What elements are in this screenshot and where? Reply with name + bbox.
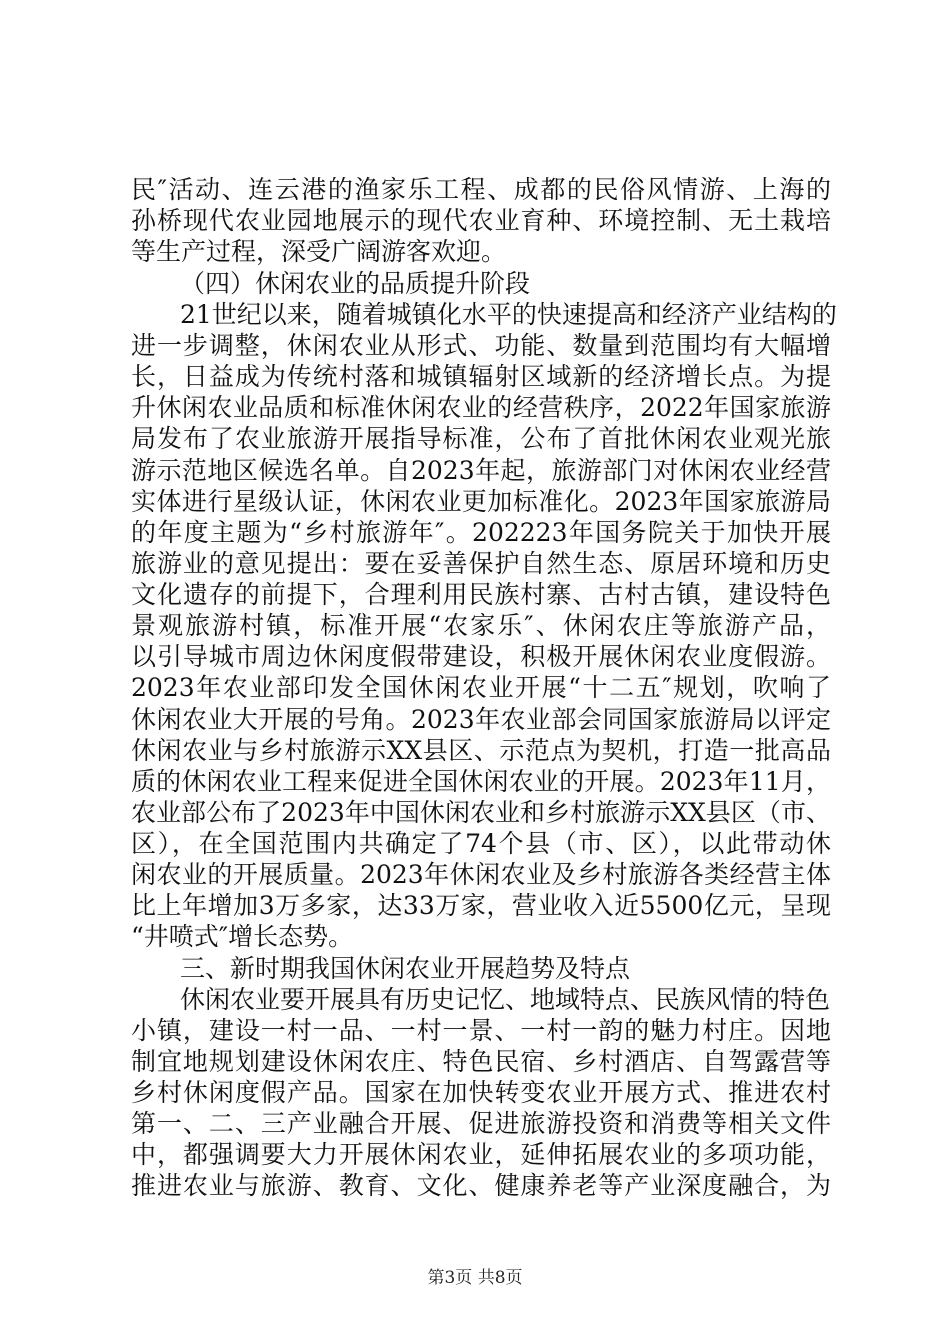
- body-text-line: 的年度主题为“乡村旅游年″。202223年国务院关于加快开展: [131, 518, 831, 547]
- paragraph-first-line: 21世纪以来，随着城镇化水平的快速提高和经济产业结构的: [180, 300, 837, 329]
- body-text-line: 旅游业的意见提出：要在妥善保护自然生态、原居环境和历史: [131, 549, 831, 578]
- body-text-line: 实体进行星级认证，休闲农业更加标准化。2023年国家旅游局: [131, 487, 831, 516]
- paragraph-first-line: 休闲农业要开展具有历史记忆、地域特点、民族风情的特色: [180, 985, 831, 1014]
- body-text-line: 休闲农业大开展的号角。2023年农业部会同国家旅游局以评定: [131, 705, 831, 734]
- page-number-footer: 第3页 共8页: [427, 1268, 523, 1288]
- body-text-line: 升休闲农业品质和标准休闲农业的经营秩序，2022年国家旅游: [131, 393, 831, 422]
- body-text-line: 孙桥现代农业园地展示的现代农业育种、环境控制、无土栽培: [131, 206, 831, 235]
- body-text-line: “井喷式″增长态势。: [131, 922, 354, 951]
- body-text-line: 比上年增加3万多家，达33万家，营业收入近5500亿元，呈现: [131, 891, 831, 920]
- body-text-line: 文化遗存的前提下，合理利用民族村寨、古村古镇，建设特色: [131, 580, 831, 609]
- body-text-line: 第一、二、三产业融合开展、促进旅游投资和消费等相关文件: [131, 1109, 831, 1138]
- body-text-line: 游示范地区候选名单。自2023年起，旅游部门对休闲农业经营: [131, 456, 831, 485]
- body-text-line: 民″活动、连云港的渔家乐工程、成都的民俗风情游、上海的: [131, 175, 831, 204]
- body-text-line: 质的休闲农业工程来促进全国休闲农业的开展。2023年11月，: [131, 767, 831, 796]
- body-text-line: 景观旅游村镇，标准开展“农家乐″、休闲农庄等旅游产品，: [131, 611, 831, 640]
- section-heading: （四）休闲农业的品质提升阶段: [180, 269, 531, 298]
- section-heading: 三、新时期我国休闲农业开展趋势及特点: [180, 954, 631, 983]
- body-text-line: 长，日益成为传统村落和城镇辐射区域新的经济增长点。为提: [131, 362, 831, 391]
- body-text-line: 农业部公布了2023年中国休闲农业和乡村旅游示XX县区（市、: [131, 798, 831, 827]
- body-text-line: 以引导城市周边休闲度假带建设，积极开展休闲农业度假游。: [131, 642, 831, 671]
- body-text-line: 小镇，建设一村一品、一村一景、一村一韵的魅力村庄。因地: [131, 1016, 831, 1045]
- body-text-line: 进一步调整，休闲农业从形式、功能、数量到范围均有大幅增: [131, 331, 831, 360]
- body-text-line: 休闲农业与乡村旅游示XX县区、示范点为契机，打造一批高品: [131, 736, 831, 765]
- body-text-line: 2023年农业部印发全国休闲农业开展“十二五″规划，吹响了: [131, 673, 831, 702]
- body-text-line: 闲农业的开展质量。2023年休闲农业及乡村旅游各类经营主体: [131, 860, 831, 889]
- body-text-line: 乡村休闲度假产品。国家在加快转变农业开展方式、推进农村: [131, 1078, 831, 1107]
- body-text-line: 推进农业与旅游、教育、文化、健康养老等产业深度融合，为: [131, 1171, 831, 1200]
- body-text-line: 制宜地规划建设休闲农庄、特色民宿、乡村酒店、自驾露营等: [131, 1047, 831, 1076]
- body-text-line: 区），在全国范围内共确定了74个县（市、区），以此带动休: [131, 829, 831, 858]
- body-text-line: 等生产过程，深受广阔游客欢迎。: [131, 237, 507, 266]
- body-text-line: 局发布了农业旅游开展指导标准，公布了首批休闲农业观光旅: [131, 424, 831, 453]
- body-text-line: 中，都强调要大力开展休闲农业，延伸拓展农业的多项功能，: [131, 1140, 831, 1169]
